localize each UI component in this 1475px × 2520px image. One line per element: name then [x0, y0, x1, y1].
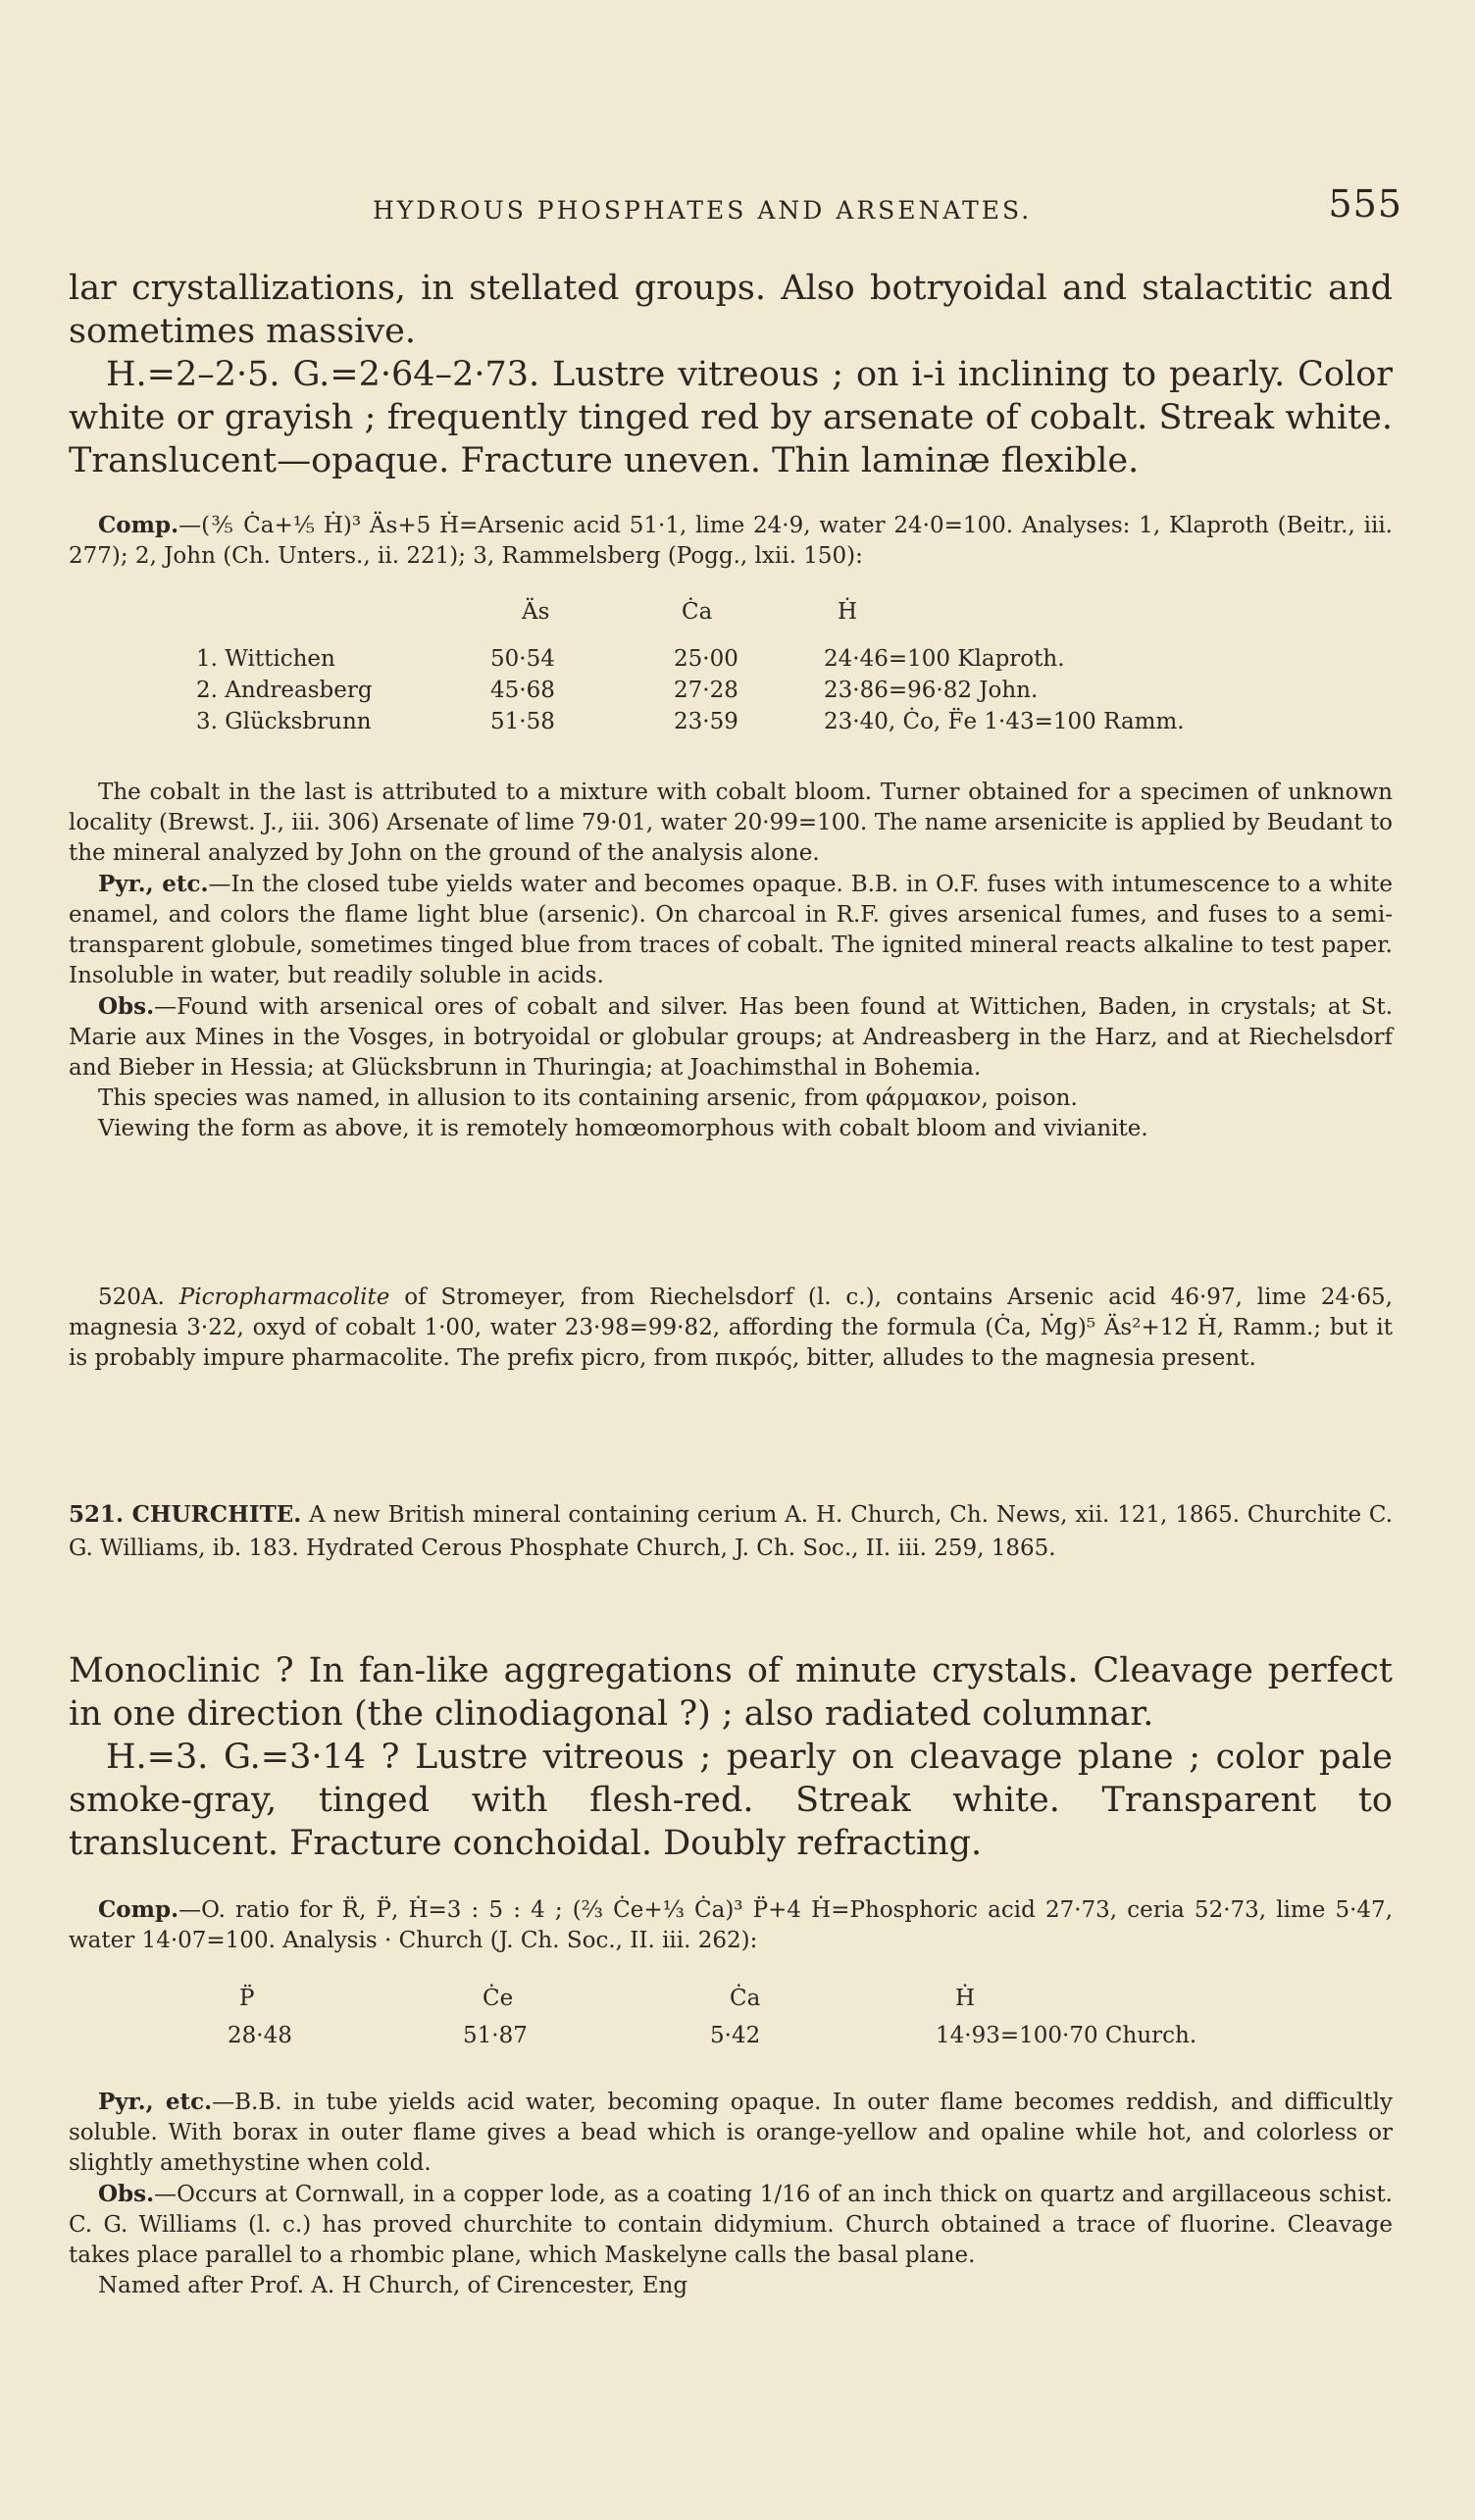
form-note: Viewing the form as above, it is remotely homœomorphous with cobalt bloom and vivianite.: [98, 1116, 1148, 1141]
locality: 3. Glücksbrunn: [196, 709, 372, 734]
table-row: [196, 706, 1185, 737]
entry-text: of Stromeyer, from Riechelsdorf (l. c.), contains Arsenic acid 46·97, lime 24·65, magnesia 3·22, oxyd of cobalt 1·00, water 23·98=99·82, affording the formula (Ċa, Ṁg)⁵ Äs²+12 Ḣ, Ramm.; but it is probably impure pharmacolite. The prefix picro, from πικρός, bitter, alludes to the magnesia present.: [69, 1285, 1393, 1371]
locality: 2. Andreasberg: [196, 678, 373, 703]
pyr-label: Pyr., etc.: [98, 871, 209, 897]
crystal-form-text: Monoclinic ? In fan-like aggregations of minute crystals. Cleavage perfect in one direction (the clinodiagonal ?) ; also radiated columnar.: [69, 1651, 1393, 1734]
entry-number: 520A.: [98, 1285, 165, 1310]
species-heading: 521. CHURCHITE.: [69, 1501, 302, 1528]
col-ce: Ċe: [483, 1986, 514, 2011]
value-as: 45·68: [490, 678, 555, 703]
obs-text: —Occurs at Cornwall, in a copper lode, as a coating 1/16 of an inch thick on quartz and argillaceous schist. C. G. Williams (l. c.) has proved churchite to contain didymium. Church obtained a trace of fluorine. Cleavage takes place parallel to a rhombic plane, which Maskelyne calls the basal plane.: [69, 2182, 1393, 2268]
comp-text: —O. ratio for R̈, P̈, Ḣ=3 : 5 : 4 ; (⅔ Ċe+⅓ Ċa)³ P̈+4 Ḣ=Phosphoric acid 27·73, ceria 52·73, lime 5·47, water 14·07=100. Analysis · Church (J. Ch. Soc., II. iii. 262):: [69, 1897, 1393, 1953]
value-ce: 51·87: [463, 2023, 528, 2048]
composition-paragraph: [69, 510, 1393, 572]
page-number: 555: [1328, 182, 1402, 226]
obs-label: Obs.: [98, 993, 155, 1020]
value-as: 51·58: [490, 709, 555, 734]
value-ca: 25·00: [674, 646, 738, 672]
pyr-label: Pyr., etc.: [98, 2089, 213, 2115]
comp-label: Comp.: [98, 512, 179, 538]
churchite-properties-text: H.=3. G.=3·14 ? Lustre vitreous ; pearly on cleavage plane ; color pale smoke-gray, tinged with flesh-red. Streak white. Transparent to translucent. Fracture conchoidal. Doubly refracting.: [69, 1738, 1393, 1863]
value-h: 23·40, Ċo, F̈e 1·43=100 Ramm.: [824, 709, 1185, 734]
locality: 1. Wittichen: [196, 646, 335, 672]
crystallization-text: lar crystallizations, in stellated groups. Also botryoidal and stalactitic and sometimes massive.: [69, 269, 1393, 351]
col-p: P̈: [239, 1986, 255, 2011]
value-p: 28·48: [228, 2023, 292, 2048]
churchite-description: [69, 1649, 1393, 1865]
table-row: [196, 675, 1185, 706]
value-h: 14·93=100·70 Church.: [936, 2023, 1197, 2048]
table-row: [196, 643, 1185, 675]
mineral-name: Picropharmacolite: [178, 1285, 390, 1310]
value-h: 23·86=96·82 John.: [824, 678, 1039, 703]
notes-section-2: [69, 2087, 1393, 2301]
col-h: Ḣ: [955, 1986, 976, 2011]
col-as: Äs: [522, 599, 550, 625]
etymology-note: This species was named, in allusion to its containing arsenic, from φάρμακον, poison.: [98, 1085, 1078, 1111]
obs-label: Obs.: [98, 2181, 155, 2207]
named-after-note: Named after Prof. A. H Church, of Cirencester, Eng: [98, 2273, 688, 2298]
col-ca: Ċa: [730, 1986, 761, 2011]
value-ca: 5·42: [710, 2023, 761, 2048]
value-ca: 23·59: [674, 709, 738, 734]
col-ca: Ċa: [682, 599, 713, 625]
col-h: Ḣ: [838, 599, 858, 625]
pyr-text: —In the closed tube yields water and becomes opaque. B.B. in O.F. fuses with intumescence to a white enamel, and colors the flame light blue (arsenic). On charcoal in R.F. gives arsenical fumes, and fuses to a semi-transparent globule, sometimes tinged blue from traces of cobalt. The ignited mineral reacts alkaline to test paper. Insoluble in water, but readily soluble in acids.: [69, 872, 1393, 988]
analysis-header-row: [196, 596, 1185, 628]
table-row: [228, 2020, 1196, 2051]
pyr-text: —B.B. in tube yields acid water, becoming opaque. In outer flame becomes reddish, and difficultly soluble. With borax in outer flame gives a bead which is orange-yellow and opaline while hot, and colorless or slightly amethystine when cold.: [69, 2090, 1393, 2176]
value-ca: 27·28: [674, 678, 738, 703]
analysis-header-row: [228, 1983, 1196, 2014]
notes-section-1: [69, 778, 1393, 1144]
comp-text: —(⅗ Ċa+⅕ Ḣ)³ Äs+5 Ḣ=Arsenic acid 51·1, lime 24·9, water 24·0=100. Analyses: 1, Klaproth (Beitr., iii. 277); 2, John (Ch. Unters., ii. 221); 3, Rammelsberg (Pogg., lxii. 150):: [69, 513, 1393, 569]
composition-paragraph-2: [69, 1894, 1393, 1956]
cobalt-note: The cobalt in the last is attributed to a mixture with cobalt bloom. Turner obtained for a specimen of unknown locality (Brewst. J., iii. 306) Arsenate of lime 79·01, water 20·99=100. The name arsenicite is applied by Beudant to the mineral analyzed by John on the ground of the analysis alone.: [69, 780, 1393, 866]
obs-text: —Found with arsenical ores of cobalt and silver. Has been found at Wittichen, Baden, in crystals; at St. Marie aux Mines in the Vosges, in botryoidal or globular groups; at Andreasberg in the Harz, and at Riechelsdorf and Bieber in Hessia; at Glücksbrunn in Thuringia; at Joachimsthal in Bohemia.: [69, 994, 1393, 1081]
value-as: 50·54: [490, 646, 555, 672]
entry-521: [69, 1498, 1393, 1565]
analysis-table-2: [228, 1983, 1196, 2051]
synonymy-text: A new British mineral containing cerium A. H. Church, Ch. News, xii. 121, 1865. Churchite C. G. Williams, ib. 183. Hydrated Cerous Phosphate Church, J. Ch. Soc., II. iii. 259, 1865.: [69, 1502, 1394, 1561]
header-title: HYDROUS PHOSPHATES AND ARSENATES.: [373, 196, 1033, 225]
comp-label: Comp.: [98, 1896, 179, 1923]
pharmacolite-description: [69, 267, 1393, 482]
value-h: 24·46=100 Klaproth.: [824, 646, 1065, 672]
entry-520a: [69, 1283, 1393, 1374]
physical-properties-text: H.=2–2·5. G.=2·64–2·73. Lustre vitreous ; on i-i inclining to pearly. Color white or grayish ; frequently tinged red by arsenate of cobalt. Streak white. Translucent—opaque. Fracture uneven. Thin laminæ flexible.: [69, 355, 1393, 480]
analysis-table-1: [196, 596, 1185, 737]
